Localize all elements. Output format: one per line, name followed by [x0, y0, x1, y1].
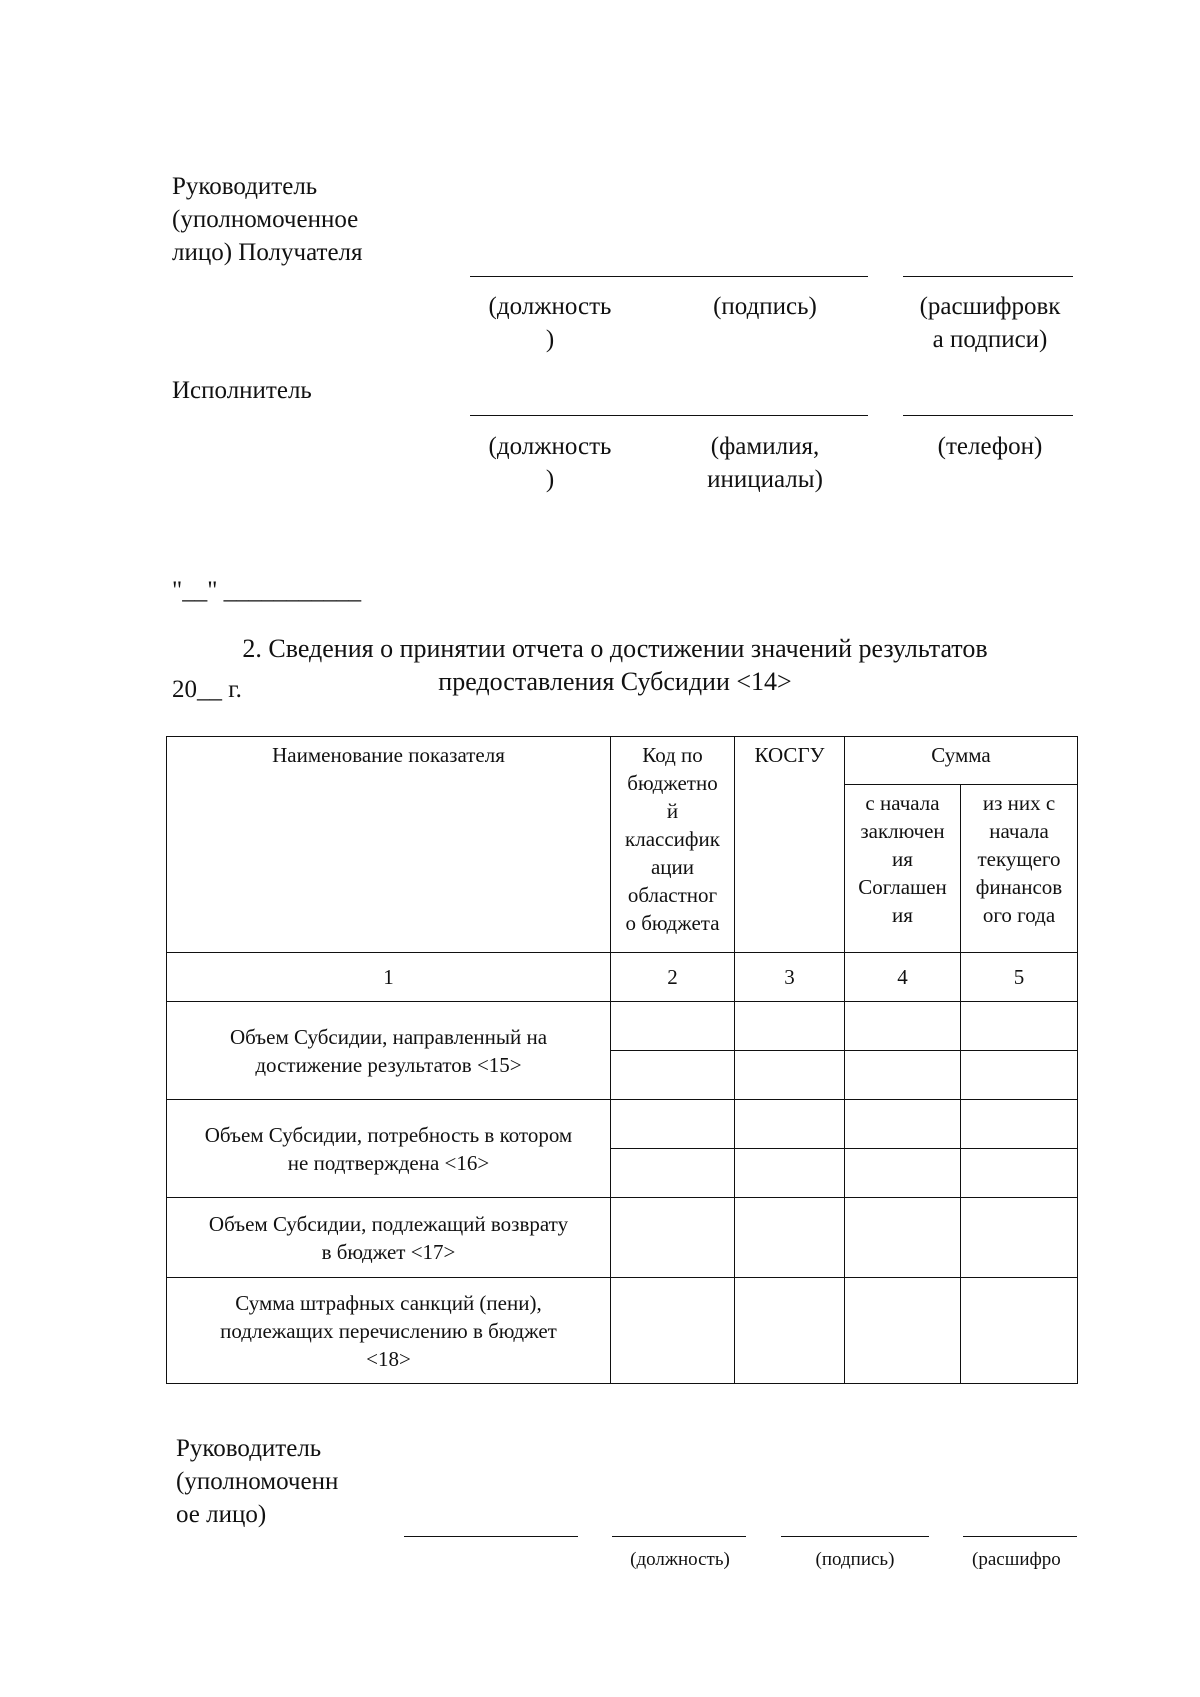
table-row — [167, 1002, 1078, 1051]
table-cell[interactable] — [961, 1002, 1078, 1051]
table-cell[interactable] — [845, 1149, 961, 1198]
header-code-line: о бюджета — [625, 911, 720, 935]
executor-label: Исполнитель — [172, 377, 312, 404]
table-cell[interactable] — [961, 1149, 1078, 1198]
decode-label-line-1: (расшифровк — [919, 293, 1061, 320]
header-current-year — [961, 785, 1078, 953]
row-name-line: достижение результатов <15> — [255, 1052, 522, 1077]
table-row — [167, 1278, 1078, 1384]
header-current-year-line: начала — [989, 819, 1049, 843]
header-from-start — [845, 785, 961, 953]
header-code-line: ации — [650, 855, 695, 879]
table-cell[interactable] — [611, 1278, 735, 1384]
bottom-line-decode[interactable] — [963, 1536, 1077, 1537]
executor-name-line-2: инициалы) — [707, 466, 823, 493]
col-number-5: 5 — [961, 953, 1078, 1002]
date-day-month[interactable]: "__" ___________ — [172, 577, 362, 604]
date-year[interactable]: 20__ г. — [172, 676, 242, 703]
executor-phone-label: (телефон) — [937, 433, 1043, 460]
bottom-line-1[interactable] — [404, 1536, 578, 1537]
header-from-start-line: ия — [892, 847, 913, 871]
row-name-line: Объем Субсидии, направленный на — [229, 1024, 548, 1049]
section-title-line-1: 2. Сведения о принятии отчета о достижении значений результатов — [242, 634, 988, 663]
executor-line-phone[interactable] — [903, 415, 1073, 416]
head-label-line-3: лицо) Получателя — [172, 239, 363, 266]
head-label — [172, 170, 363, 269]
section-title-line-2: предоставления Субсидии <14> — [438, 667, 792, 696]
table-cell[interactable] — [735, 1278, 845, 1384]
table-cell[interactable] — [735, 1149, 845, 1198]
header-name — [167, 737, 611, 953]
bottom-head-label-line: ое лицо) — [176, 1501, 267, 1528]
table-cell[interactable] — [611, 1002, 735, 1051]
table-cell[interactable] — [735, 1198, 845, 1278]
table-cell[interactable] — [845, 1100, 961, 1149]
head-label-line-2: (уполномоченное — [172, 206, 359, 233]
header-from-start-line: с начала — [865, 791, 940, 815]
executor-position-label — [470, 430, 630, 496]
date-line[interactable] — [172, 508, 361, 739]
table-cell[interactable] — [611, 1100, 735, 1149]
row-2-name — [167, 1100, 611, 1198]
table-cell[interactable] — [735, 1100, 845, 1149]
header-code-line: й — [666, 799, 679, 823]
bottom-head-label — [176, 1432, 338, 1531]
table-cell[interactable] — [611, 1149, 735, 1198]
header-code-line: бюджетно — [627, 771, 718, 795]
row-name-line: <18> — [366, 1346, 411, 1371]
bottom-position-label: (должность) — [630, 1549, 730, 1570]
position-label-line-2: ) — [545, 326, 555, 353]
executor-name-line-1: (фамилия, — [710, 433, 820, 460]
table-cell[interactable] — [735, 1051, 845, 1100]
header-from-start-line: заключен — [860, 819, 945, 843]
section-title — [150, 632, 1080, 698]
table-cell[interactable] — [845, 1002, 961, 1051]
table-cell[interactable] — [611, 1051, 735, 1100]
header-from-start-line: ия — [892, 903, 913, 927]
header-current-year-line: ого года — [982, 903, 1056, 927]
row-name-line: в бюджет <17> — [321, 1239, 456, 1264]
header-code-line: классифик — [625, 827, 720, 851]
position-label — [470, 290, 630, 356]
table-cell[interactable] — [845, 1198, 961, 1278]
table-cell[interactable] — [735, 1002, 845, 1051]
signature-line-decode[interactable] — [903, 276, 1073, 277]
header-code — [611, 737, 735, 953]
row-1-name — [167, 1002, 611, 1100]
row-name-line: Объем Субсидии, подлежащий возврату — [208, 1211, 569, 1236]
table-cell[interactable] — [611, 1198, 735, 1278]
table-cell[interactable] — [961, 1198, 1078, 1278]
table-cell[interactable] — [845, 1278, 961, 1384]
bottom-line-position[interactable] — [612, 1536, 746, 1537]
col-number-3: 3 — [735, 953, 845, 1002]
executor-line-position-name[interactable] — [470, 415, 868, 416]
bottom-head-label-line: (уполномоченн — [176, 1468, 339, 1495]
row-name-line: Сумма штрафных санкций (пени), — [235, 1290, 542, 1315]
header-from-start-line: Соглашен — [858, 875, 947, 899]
col-number-1: 1 — [167, 953, 611, 1002]
table-row — [167, 1100, 1078, 1149]
decode-label-line-2: а подписи) — [932, 326, 1048, 353]
header-kosgu — [735, 737, 845, 953]
header-sum — [845, 737, 1078, 785]
header-sum-text: Сумма — [931, 743, 991, 767]
numbers-row — [167, 953, 1078, 1002]
col-number-2: 2 — [611, 953, 735, 1002]
bottom-signature-label: (подпись) — [815, 1549, 895, 1570]
table-cell[interactable] — [961, 1100, 1078, 1149]
report-table — [166, 736, 1078, 1384]
bottom-head-label-line: Руководитель — [176, 1435, 322, 1462]
header-kosgu-text: КОСГУ — [754, 743, 825, 767]
col-number-4: 4 — [845, 953, 961, 1002]
header-code-line: Код по — [642, 743, 703, 767]
table-cell[interactable] — [961, 1051, 1078, 1100]
executor-name-label — [685, 430, 845, 496]
header-current-year-line: текущего — [977, 847, 1061, 871]
bottom-line-signature[interactable] — [781, 1536, 929, 1537]
header-code-line: областног — [627, 883, 718, 907]
header-name-text: Наименование показателя — [272, 743, 505, 767]
signature-label: (подпись) — [713, 293, 817, 320]
row-name-line: не подтверждена <16> — [287, 1150, 490, 1175]
table-row — [167, 1198, 1078, 1278]
row-name-line: Объем Субсидии, потребность в котором — [204, 1122, 573, 1147]
row-3-name — [167, 1198, 611, 1278]
executor-position-line-2: ) — [545, 466, 555, 493]
header-row-1 — [167, 737, 1078, 785]
header-current-year-line: из них с — [982, 791, 1056, 815]
bottom-decode-label: (расшифро — [972, 1549, 1061, 1570]
decode-label — [900, 290, 1080, 356]
table-cell[interactable] — [845, 1051, 961, 1100]
position-label-line-1: (должность — [488, 293, 612, 320]
head-label-line-1: Руководитель — [172, 173, 318, 200]
row-4-name — [167, 1278, 611, 1384]
row-name-line: подлежащих перечислению в бюджет — [220, 1318, 557, 1343]
table-cell[interactable] — [961, 1278, 1078, 1384]
executor-position-line-1: (должность — [488, 433, 612, 460]
header-current-year-line: финансов — [975, 875, 1063, 899]
signature-line-position-signature[interactable] — [470, 276, 868, 277]
